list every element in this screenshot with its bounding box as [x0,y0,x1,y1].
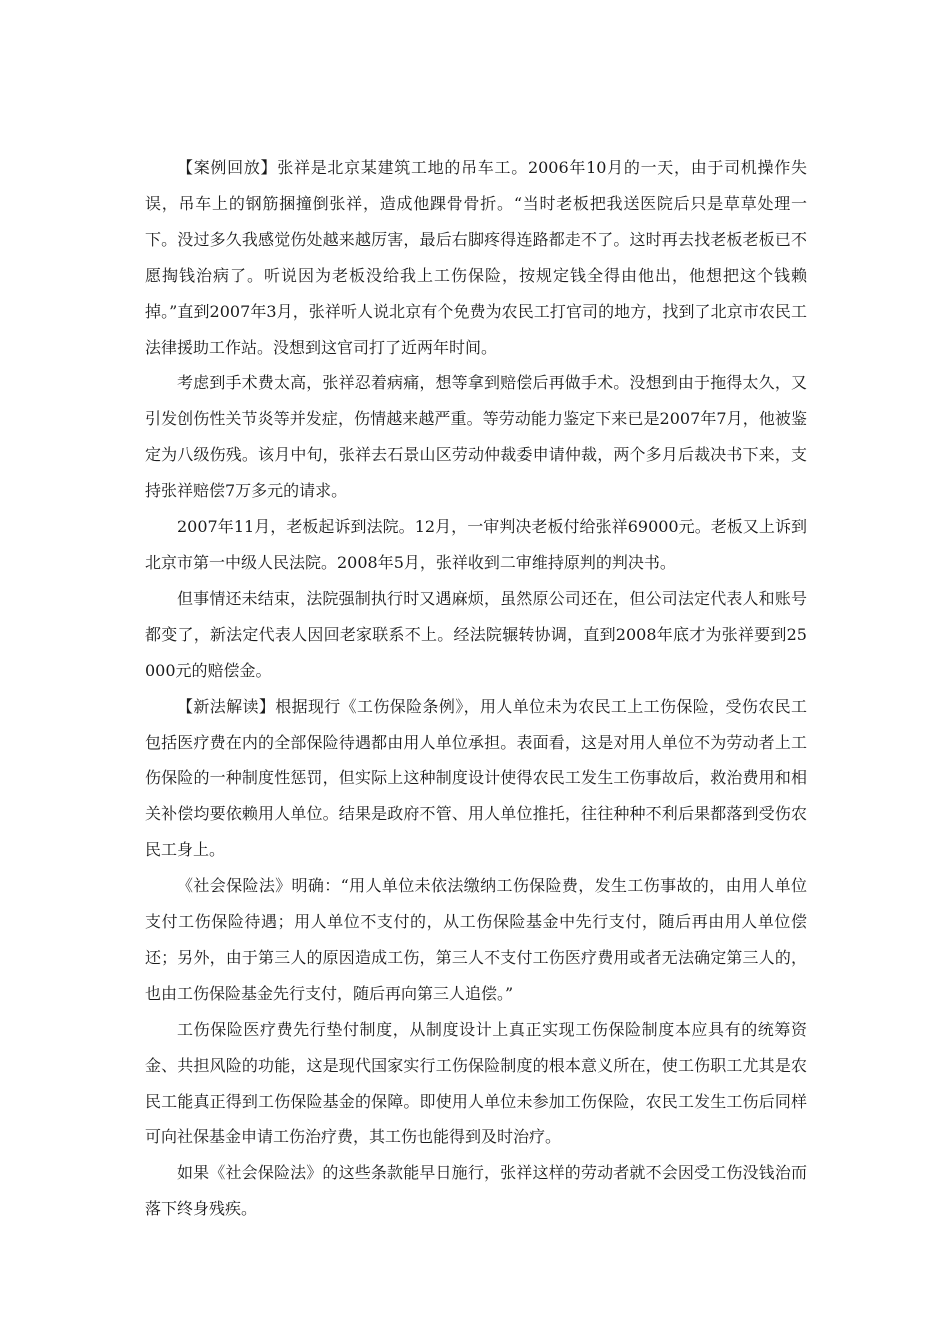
paragraph-advance-payment-system: 工伤保险医疗费先行垫付制度，从制度设计上真正实现工伤保险制度本应具有的统筹资金、共担风险的功能，这是现代国家实行工伤保险制度的根本意义所在，使工伤职工尤其是农民工能真正得到工伤保险基金的保障。即使用人单位未参加工伤保险，农民工发生工伤后同样可向社保基金申请工伤治疗费，其工伤也能得到及时治疗。 [145,1019,807,1147]
paragraph-conclusion: 如果《社会保险法》的这些条款能早日施行，张祥这样的劳动者就不会因受工伤没钱治而落下终身残疾。 [145,1163,807,1219]
paragraph-lawsuit: 2007年11月，老板起诉到法院。12月，一审判决老板付给张祥69000元。老板又上诉到北京市第一中级人民法院。2008年5月，张祥收到二审维持原判的判决书。 [145,517,807,572]
paragraph-case-review: 【案例回放】张祥是北京某建筑工地的吊车工。2006年10月的一天，由于司机操作失误，吊车上的钢筋捆撞倒张祥，造成他踝骨骨折。“当时老板把我送医院后只是草草处理一下。没过多久我感觉伤处越来越厉害，最后右脚疼得连路都走不了。这时再去找老板老板已不愿掏钱治病了。听说因为老板没给我上工伤保险，按规定钱全得由他出，他想把这个钱赖掉。”直到2007年3月，张祥听人说北京有个免费为农民工打官司的地方，找到了北京市农民工法律援助工作站。没想到这官司打了近两年时间。 [145,158,807,357]
paragraph-social-insurance-law-quote: 《社会保险法》明确：“用人单位未依法缴纳工伤保险费，发生工伤事故的，由用人单位支付工伤保险待遇；用人单位不支付的，从工伤保险基金中先行支付，随后再由用人单位偿还；另外，由于第三人的原因造成工伤，第三人不支付工伤医疗费用或者无法确定第三人的，也由工伤保险基金先行支付，随后再向第三人追偿。” [145,876,807,1003]
paragraph-enforcement: 但事情还未结束，法院强制执行时又遇麻烦，虽然原公司还在，但公司法定代表人和账号都变了，新法定代表人因回老家联系不上。经法院辗转协调，直到2008年底才为张祥要到25000元的赔偿金。 [145,588,807,680]
document-body [145,150,807,1227]
paragraph-new-law-interpretation: 【新法解读】根据现行《工伤保险条例》，用人单位未为农民工上工伤保险，受伤农民工包括医疗费在内的全部保险待遇都由用人单位承担。表面看，这是对用人单位不为劳动者上工伤保险的一种制度性惩罚，但实际上这种制度设计使得农民工发生工伤事故后，救治费用和相关补偿均要依赖用人单位。结果是政府不管、用人单位推托，往往种种不利后果都落到受伤农民工身上。 [145,696,807,860]
paragraph-surgery-delay: 考虑到手术费太高，张祥忍着病痛，想等拿到赔偿后再做手术。没想到由于拖得太久，又引发创伤性关节炎等并发症，伤情越来越严重。等劳动能力鉴定下来已是2007年7月，他被鉴定为八级伤残。该月中旬，张祥去石景山区劳动仲裁委申请仲裁，两个多月后裁决书下来，支持张祥赔偿7万多元的请求。 [145,373,807,501]
